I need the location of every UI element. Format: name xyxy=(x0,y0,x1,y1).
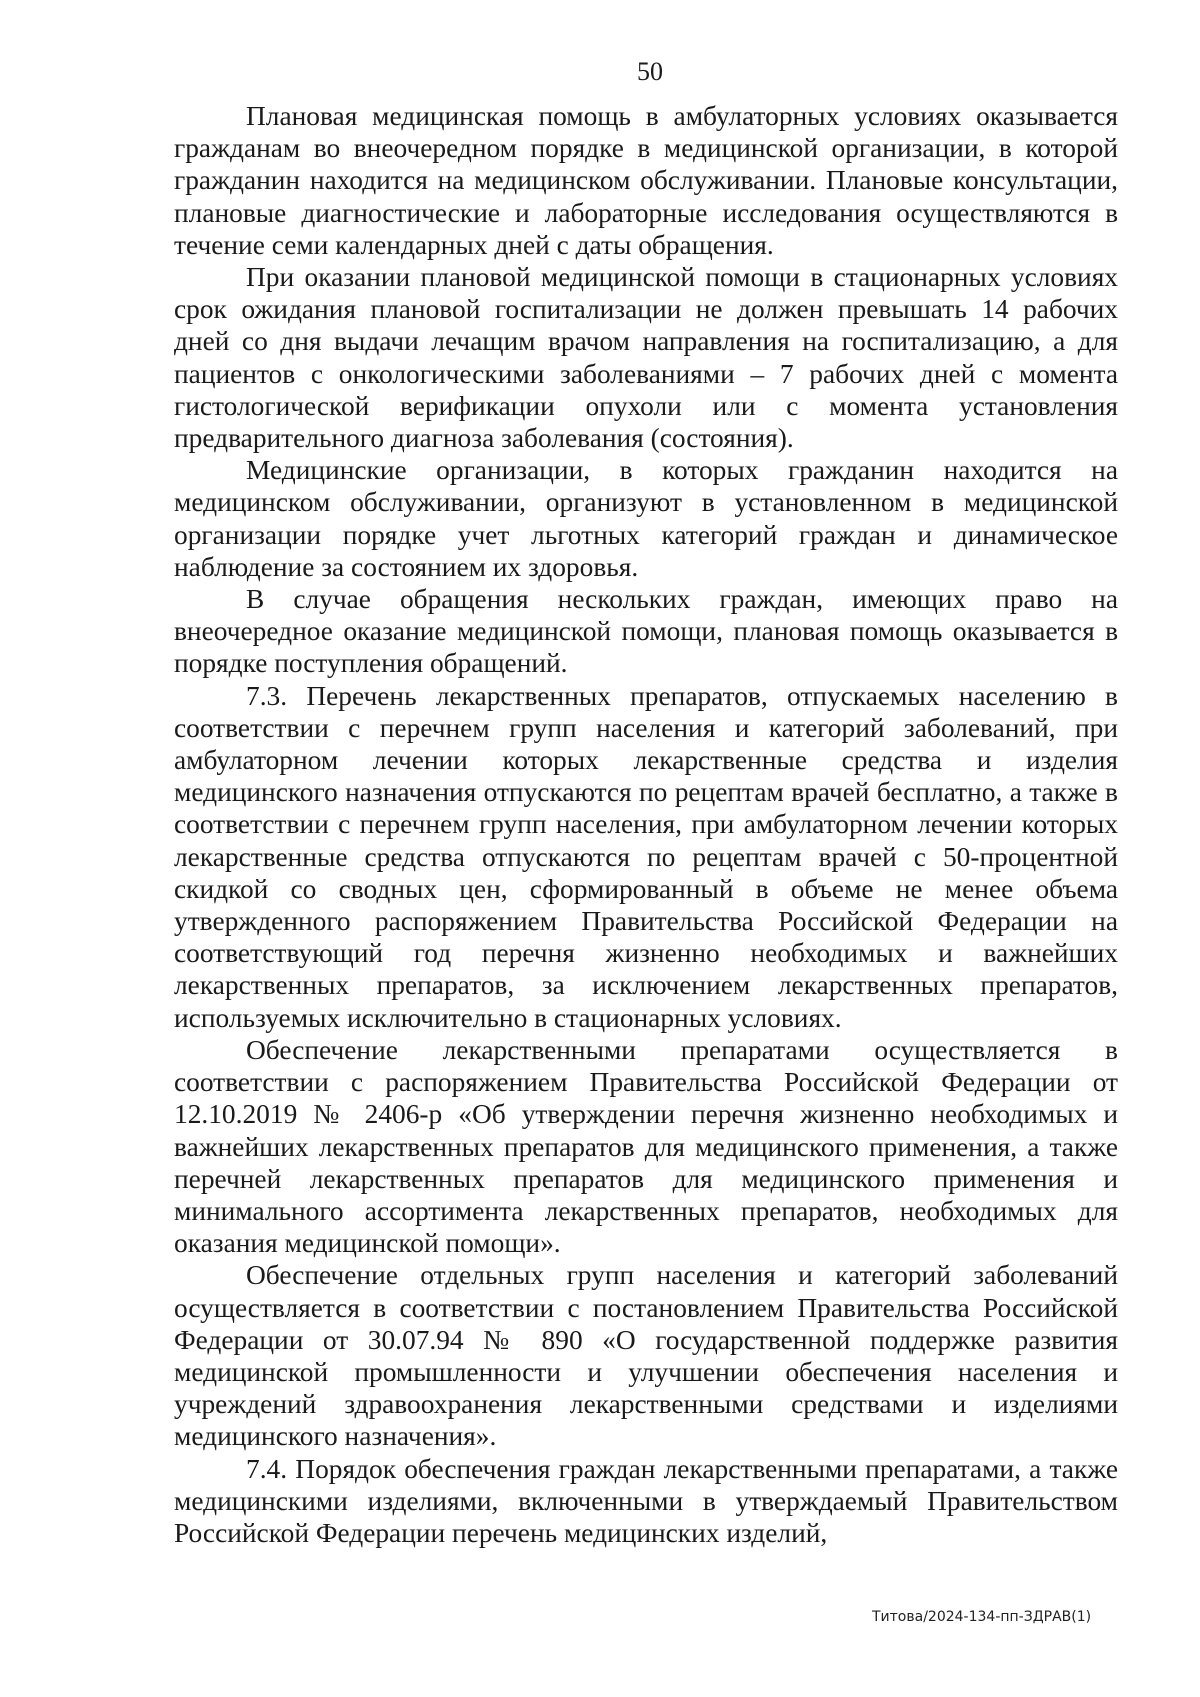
document-code-footer: Титова/2024-134-пп-ЗДРАВ(1) xyxy=(872,1609,1092,1625)
paragraph-group-provision: Обеспечение отдельных групп населения и категорий заболеваний осуществляется в соответствии с постановлением Правительства Российской Федерации от 30.07.94 № 890 «О государственной поддержке развития медицинской промышленности и улучшении обеспечения населения и учреждений здравоохранения лекарственными средствами и изделиями медицинского назначения». xyxy=(174,1260,1118,1452)
paragraph-drug-provision: Обеспечение лекарственными препаратами осуществляется в соответствии с распоряжением Правительства Российской Федерации от 12.10.2019 № 2406-р «Об утверждении перечня жизненно необходимых и важнейших лекарственных препаратов для медицинского применения, а также перечней лекарственных препаратов для медицинского применения и минимального ассортимента лекарственных препаратов, необходимых для оказания медицинской помощи». xyxy=(174,1034,1118,1259)
paragraph-section-7-4: 7.4. Порядок обеспечения граждан лекарственными препаратами, а также медицинскими изделиями, включенными в утверждаемый Правительством Российской Федерации перечень медицинских изделий, xyxy=(174,1453,1118,1548)
paragraph-medical-organizations: Медицинские организации, в которых гражданин находится на медицинском обслуживании, организуют в установленном в медицинской организации порядке учет льготных категорий граждан и динамическое наблюдение за состоянием их здоровья. xyxy=(174,455,1118,582)
paragraph-section-7-3: 7.3. Перечень лекарственных препаратов, отпускаемых населению в соответствии с перечнем групп населения и категорий заболеваний, при амбулаторном лечении которых лекарственные средства и изделия медицинского назначения отпускаются по рецептам врачей бесплатно, а также в соответствии с перечнем групп населения, при амбулаторном лечении которых лекарственные средства отпускаются по рецептам врачей с 50-процентной скидкой со сводных цен, сформированный в объеме не менее объема утвержденного распоряжением Правительства Российской Федерации на соответствующий год перечня жизненно необходимых и важнейших лекарственных препаратов, за исключением лекарственных препаратов, используемых исключительно в стационарных условиях. xyxy=(174,680,1118,1033)
document-body xyxy=(174,100,1118,1549)
paragraph-multiple-requests: В случае обращения нескольких граждан, имеющих право на внеочередное оказание медицинской помощи, плановая помощь оказывается в порядке поступления обращений. xyxy=(174,584,1118,679)
paragraph-inpatient-care: При оказании плановой медицинской помощи в стационарных условиях срок ожидания плановой госпитализации не должен превышать 14 рабочих дней со дня выдачи лечащим врачом направления на госпитализацию, а для пациентов с онкологическими заболеваниями – 7 рабочих дней с момента гистологической верификации опухоли или с момента установления предварительного диагноза заболевания (состояния). xyxy=(174,262,1118,454)
page-number: 50 xyxy=(637,57,663,86)
paragraph-outpatient-care: Плановая медицинская помощь в амбулаторных условиях оказывается гражданам во внеочередном порядке в медицинской организации, в которой гражданин находится на медицинском обслуживании. Плановые консультации, плановые диагностические и лабораторные исследования осуществляются в течение семи календарных дней с даты обращения. xyxy=(174,101,1118,260)
